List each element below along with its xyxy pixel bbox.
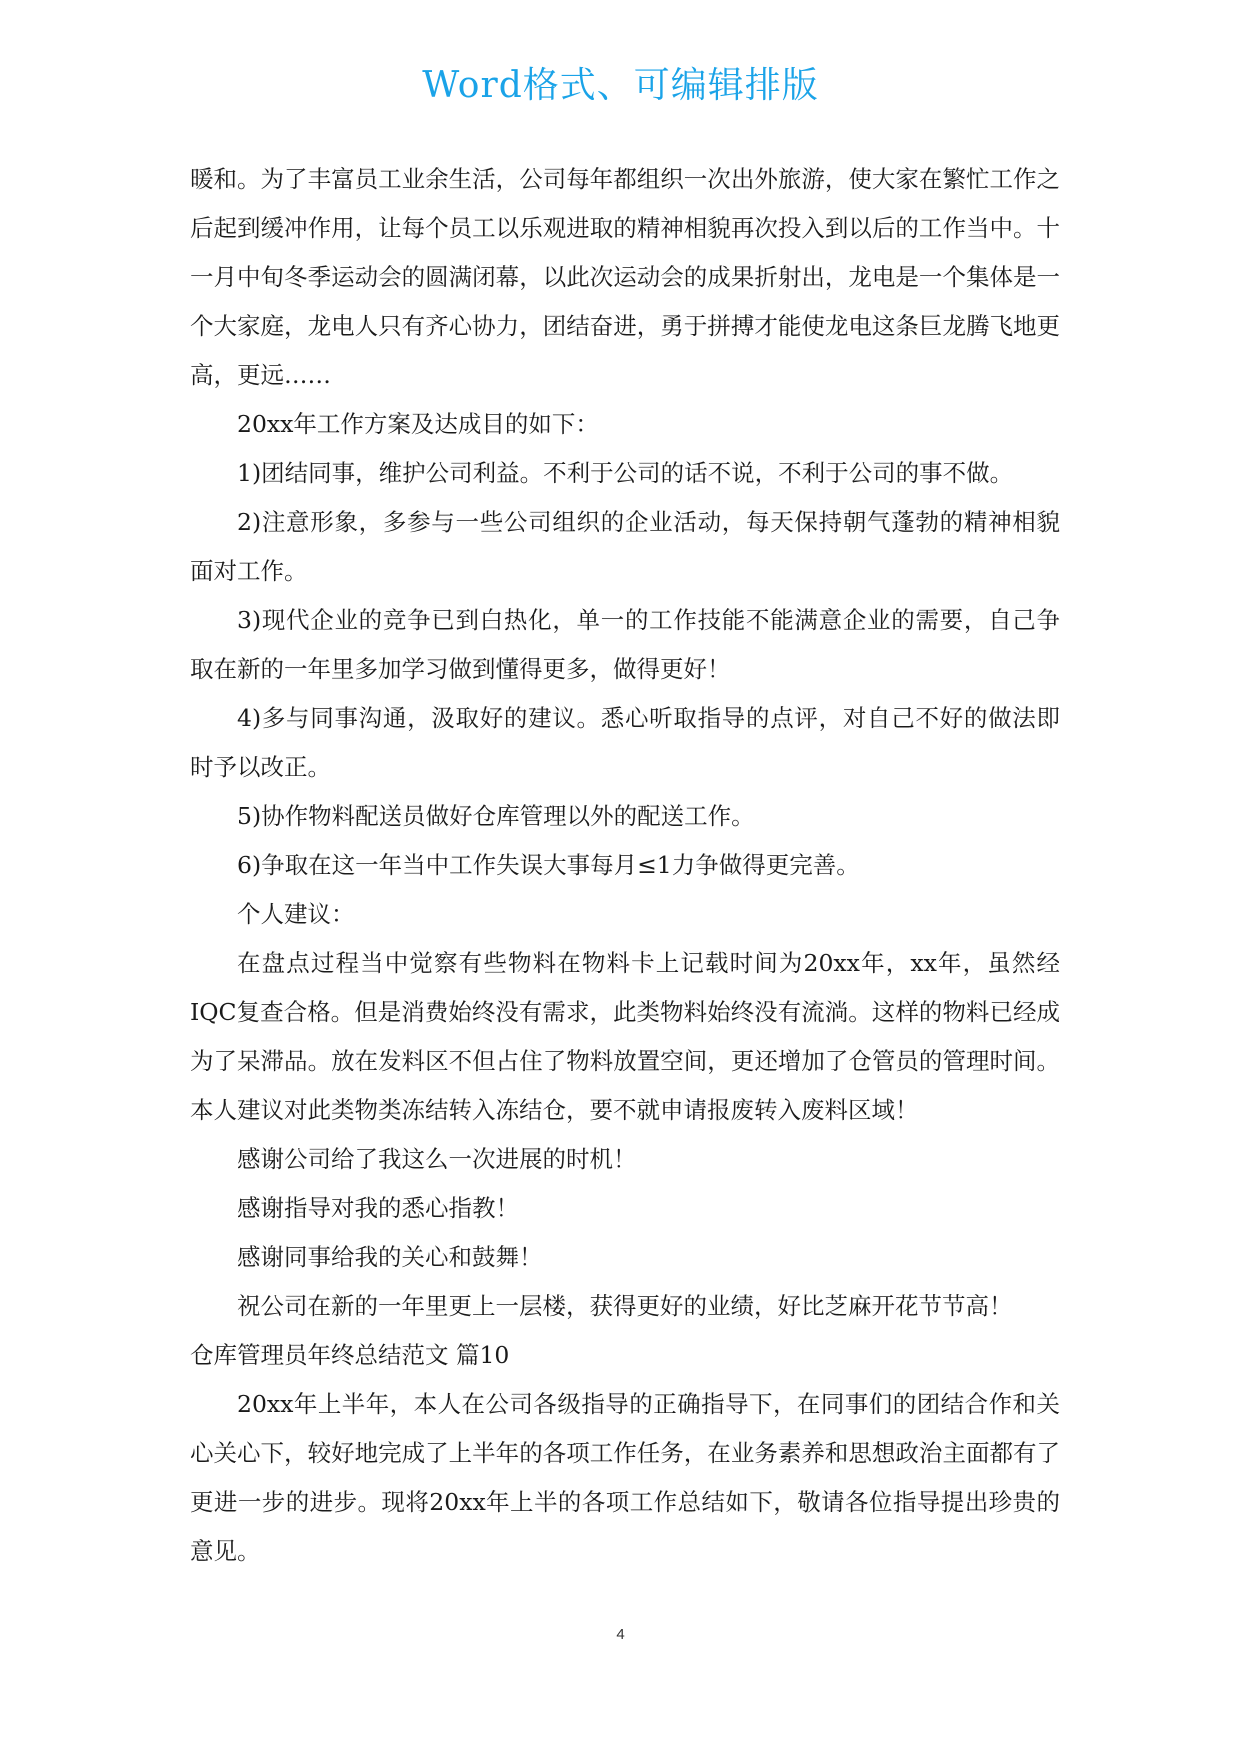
- section-heading: 个人建议：: [237, 900, 355, 928]
- list-item: 3)现代企业的竞争已到白热化，单一的工作技能不能满意企业的需要，自己争取在新的一年里多加学习做到懂得更多，做得更好！: [190, 606, 1060, 683]
- paragraph: 感谢同事给我的关心和鼓舞！: [237, 1243, 543, 1271]
- paragraph: 暖和。为了丰富员工业余生活，公司每年都组织一次出外旅游，使大家在繁忙工作之后起到缓冲作用，让每个员工以乐观进取的精神相貌再次投入到以后的工作当中。十一月中旬冬季运动会的圆满闭幕，以此次运动会的成果折射出，龙电是一个集体是一个大家庭，龙电人只有齐心协力，团结奋进，勇于拼搏才能使龙电这条巨龙腾飞地更高，更远……: [190, 165, 1060, 389]
- list-item: 5)协作物料配送员做好仓库管理以外的配送工作。: [237, 802, 755, 830]
- paragraph: 20xx年工作方案及达成目的如下：: [237, 410, 599, 438]
- paragraph: 在盘点过程当中觉察有些物料在物料卡上记载时间为20xx年，xx年，虽然经IQC复查合格。但是消费始终没有需求，此类物料始终没有流淌。这样的物料已经成为了呆滞品。放在发料区不但占住了物料放置空间，更还增加了仓管员的管理时间。本人建议对此类物类冻结转入冻结仓，要不就申请报废转入废料区域！: [190, 949, 1060, 1124]
- article-title: 仓库管理员年终总结范文 篇10: [190, 1341, 510, 1369]
- paragraph: 感谢指导对我的悉心指教！: [237, 1194, 519, 1222]
- list-item: 2)注意形象，多参与一些公司组织的企业活动，每天保持朝气蓬勃的精神相貌面对工作。: [190, 508, 1060, 585]
- list-item: 6)争取在这一年当中工作失误大事每月≤1力争做得更完善。: [237, 851, 860, 879]
- document-header-title: Word格式、可编辑排版: [422, 65, 819, 106]
- page-number: 4: [616, 1626, 625, 1643]
- paragraph: 感谢公司给了我这么一次进展的时机！: [237, 1145, 637, 1173]
- paragraph: 祝公司在新的一年里更上一层楼，获得更好的业绩，好比芝麻开花节节高！: [237, 1292, 1013, 1320]
- document-body: [190, 155, 1060, 1576]
- list-item: 4)多与同事沟通，汲取好的建议。悉心听取指导的点评，对自己不好的做法即时予以改正。: [190, 704, 1060, 781]
- list-item: 1)团结同事，维护公司利益。不利于公司的话不说，不利于公司的事不做。: [237, 459, 1014, 487]
- paragraph: 20xx年上半年，本人在公司各级指导的正确指导下，在同事们的团结合作和关心关心下，较好地完成了上半年的各项工作任务，在业务素养和思想政治主面都有了更进一步的进步。现将20xx年上半的各项工作总结如下，敬请各位指导提出珍贵的意见。: [190, 1390, 1060, 1565]
